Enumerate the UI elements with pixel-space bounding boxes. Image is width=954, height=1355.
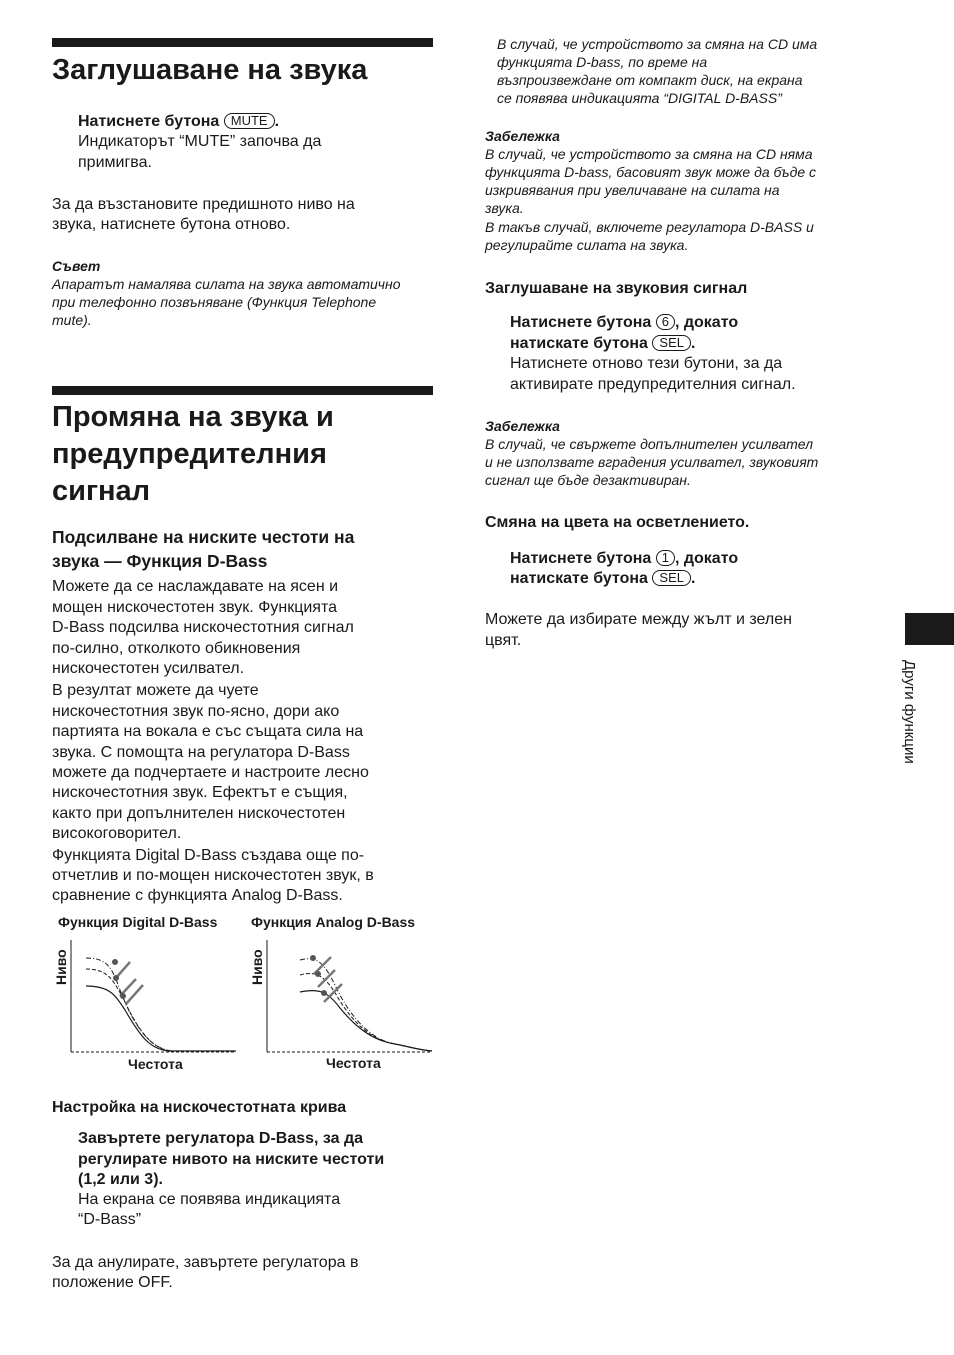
dbass-body-line: В резултат можете да чуете [52, 682, 259, 699]
section-title-mute: Заглушаване на звука [52, 54, 368, 86]
beep-step-line-1 [510, 313, 738, 334]
graph-digital-x-label: Честота [128, 1056, 183, 1072]
tip-line-1: Апаратът намалява силата на звука автоматично [52, 276, 401, 292]
beep-result-1: Натиснете отново тези бутони, за да [510, 355, 783, 372]
color-step-line-2 [510, 569, 695, 590]
dbass-body-line: сравнение с функцията Analog D-Bass. [52, 887, 343, 904]
mute-key: MUTE [224, 113, 275, 129]
note1-line: функцията D-bass, басовият звук може да бъде с [485, 164, 817, 180]
graph-analog-title: Функция Analog D-Bass [251, 914, 416, 930]
mute-step-result-2: примигва. [78, 154, 152, 171]
curve-step-3: (1,2 или 3). [78, 1171, 163, 1188]
mute-step-dot: . [274, 113, 280, 130]
key-sel: SEL [652, 335, 691, 351]
graph-analog-point-1 [310, 955, 316, 961]
graph-analog-y-label: Ниво [249, 949, 265, 985]
dbass-heading-1: Подсилване на ниските честоти на [52, 527, 355, 547]
dbass-heading-2: звука — Функция D-Bass [52, 551, 268, 571]
dbass-body-line: можете да подчертаете и настроите лесно [52, 764, 369, 781]
mute-restore-1: За да възстановите предишното ниво на [52, 196, 355, 213]
curve-step-2: регулирате нивото на ниските честоти [78, 1151, 385, 1168]
graph-analog-x-label: Честота [326, 1055, 381, 1071]
curve-result-2: “D-Bass” [78, 1211, 142, 1228]
note1-line: звука. [485, 200, 524, 216]
dbass-body-line: нискочестотен усилвател. [52, 660, 245, 677]
note1-line: В такъв случай, включете регулатора D-BASS и [485, 219, 814, 235]
graph-digital-y-label: Ниво [53, 949, 69, 985]
beep-step-line-2 [510, 334, 695, 355]
graph-digital-curve-1 [86, 986, 236, 1051]
dbass-body-line: Функцията Digital D-Bass създава още по- [52, 847, 365, 864]
mute-step-result-1: Индикаторът “MUTE” започва да [78, 133, 322, 150]
cd-note-2: функцията D-bass, по време на [497, 54, 708, 70]
graph-analog-point-3 [321, 990, 327, 996]
mute-restore-2: звука, натиснете бутона отново. [52, 216, 291, 233]
tip-line-2: при телефонно позвъняване (Функция Telephone [52, 294, 377, 310]
chapter-side-label: Други функции [901, 660, 918, 764]
color-step-dot: . [690, 570, 696, 587]
key-1: 1 [656, 550, 675, 566]
cancel-line-2: положение OFF. [52, 1274, 173, 1291]
curve-heading: Настройка на нискочестотната крива [52, 1099, 347, 1116]
dbass-body-line: мощен нискочестотен звук. Функцията [52, 599, 338, 616]
chapter-tab [905, 613, 954, 645]
cancel-line-1: За да анулирате, завъртете регулатора в [52, 1254, 359, 1271]
dbass-body-line: както при допълнителен нискочестотен [52, 805, 346, 822]
graph-analog [249, 940, 432, 1071]
curve-step-1: Завъртете регулатора D-Bass, за да [78, 1130, 364, 1147]
color-step-text-a: Натиснете бутона [510, 550, 652, 567]
beep-result-2: активирате предупредителния сигнал. [510, 376, 796, 393]
graph-digital-point-3 [120, 993, 126, 999]
dbass-body-line: по-силно, отколкото обикновения [52, 640, 301, 657]
dbass-body-line: нискочестотния звук по-ясно, дори ако [52, 703, 340, 720]
tip-line-3: mute). [52, 312, 92, 328]
note2-line: сигнал ще бъде дезактивиран. [485, 472, 691, 488]
graph-digital-curve-2 [86, 969, 236, 1051]
color-body-1: Можете да избирате между жълт и зелен [485, 611, 792, 628]
dbass-body-line: отчетлив и по-мощен нискочестотен звук, в [52, 867, 374, 884]
section-title-sound-3: сигнал [52, 475, 151, 507]
note1-line: регулирайте силата на звука. [485, 237, 689, 253]
note1-line: изкривявания при увеличаване на силата на [485, 182, 780, 198]
beep-step-text-b: , докато [674, 314, 739, 331]
section-title-sound-1: Промяна на звука и [52, 401, 334, 433]
cd-note-3: възпроизвеждане от компакт диск, на екрана [497, 72, 803, 88]
note2-heading: Забележка [485, 418, 560, 434]
color-step-line-1 [510, 549, 738, 570]
note1-heading: Забележка [485, 128, 560, 144]
color-body-2: цвят. [485, 632, 522, 649]
color-step-text-c: натискате бутона [510, 570, 648, 587]
dbass-body-line: Можете да се наслаждавате на ясен и [52, 578, 339, 595]
graph-analog-curve-1 [300, 991, 432, 1051]
dbass-body-line: звука. С помощта на регулатора D-Bass [52, 744, 350, 761]
dbass-body-line: партията на вокала е със същата сила на [52, 723, 364, 740]
cd-note-1: В случай, че устройството за смяна на CD има [497, 36, 818, 52]
note2-line: В случай, че свържете допълнителен усилвател [485, 436, 814, 452]
graph-digital-title: Функция Digital D-Bass [58, 914, 218, 930]
tip-heading: Съвет [52, 258, 101, 274]
curve-result-1: На екрана се появява индикацията [78, 1191, 341, 1208]
section-title-sound-2: предупредителния [52, 438, 327, 470]
graph-digital [53, 940, 236, 1072]
beep-step-dot: . [690, 335, 696, 352]
mute-step-text: Натиснете бутона [78, 113, 220, 130]
graph-digital-curve-3 [86, 958, 236, 1051]
graph-digital-point-1 [112, 959, 118, 965]
dbass-body-line: D-Bass подсилва нискочестотния сигнал [52, 619, 354, 636]
color-heading: Смяна на цвета на осветлението. [485, 514, 750, 531]
beep-step-text-c: натискате бутона [510, 335, 648, 352]
beep-step-text-a: Натиснете бутона [510, 314, 652, 331]
key-sel-2: SEL [652, 570, 691, 586]
graph-analog-point-2 [315, 971, 321, 977]
key-6: 6 [656, 314, 675, 330]
note2-line: и не използвате вградения усилвател, звуковият [485, 454, 819, 470]
beep-heading: Заглушаване на звуковия сигнал [485, 280, 748, 297]
note1-line: В случай, че устройството за смяна на CD няма [485, 146, 813, 162]
dbass-body-line: нискочестотния звук. Ефектът е същия, [52, 784, 348, 801]
color-step-text-b: , докато [674, 550, 739, 567]
graph-digital-point-2 [113, 975, 119, 981]
cd-note-4: се появява индикацията “DIGITAL D-BASS” [497, 90, 782, 106]
dbass-body-line: високоговорител. [52, 825, 182, 842]
